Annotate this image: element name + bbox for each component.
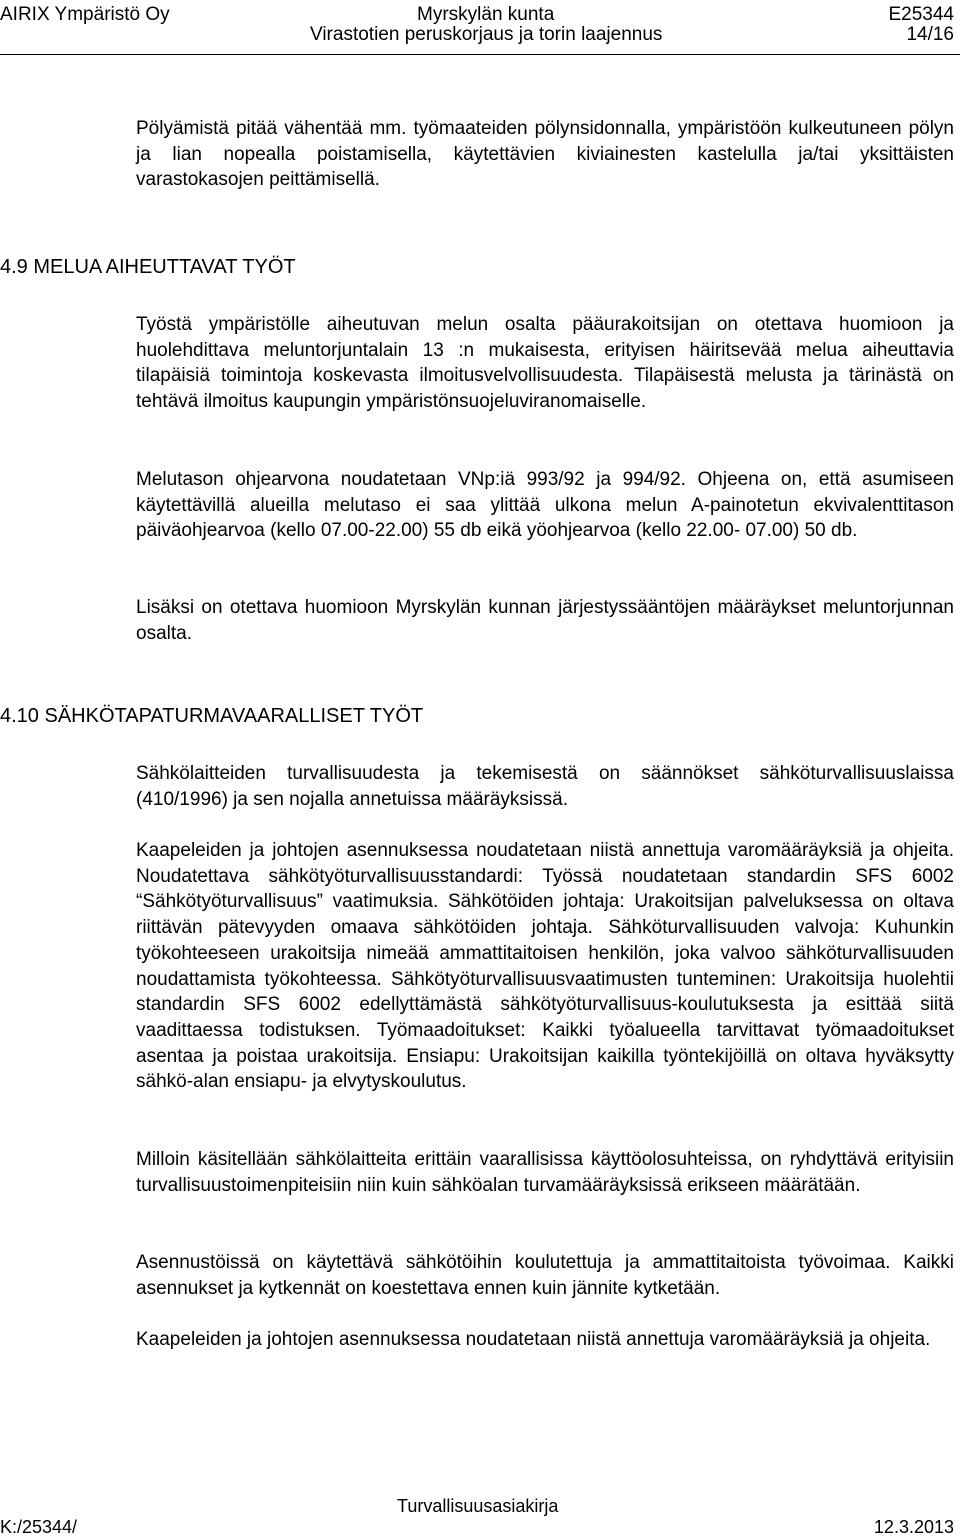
section-4-10-para-4-block [136, 1250, 954, 1301]
section-heading-4-9: 4.9 MELUA AIHEUTTAVAT TYÖT [0, 256, 296, 278]
header-company: AIRIX Ympäristö Oy [0, 4, 170, 25]
section-4-10-paragraph: Milloin käsitellään sähkölaitteita erittäin vaarallisissa käyttöolosuhteissa, on ryhdyttävä erityisiin turvallisuustoimenpiteisiin niin kuin sähköalan turvamääräyksissä erikseen määrätään. [136, 1149, 954, 1196]
header-project-code: E25344 [888, 4, 954, 25]
section-4-10-paragraph: Kaapeleiden ja johtojen asennuksessa noudatetaan niistä annettuja varomääräyksiä ja ohjeita. [136, 1329, 931, 1350]
header-project-name: Virastotien peruskorjaus ja torin laajennus [310, 24, 663, 45]
header-row-2 [0, 23, 960, 47]
section-4-9-para-2-block [136, 467, 954, 544]
footer-doc-type: Turvallisuusasiakirja [397, 1496, 559, 1516]
section-4-10-para-2-block [136, 838, 954, 1095]
section-4-9-paragraph: Melutason ohjearvona noudatetaan VNp:iä 993/92 ja 994/92. Ohjeena on, että asumiseen käytettävillä alueilla melutaso ei saa ylittää ulkona melun A-painotetun ekvivalenttitason päiväohjearvoa (kello 07.00-22.00) 55 db eikä yöohjearvoa (kello 22.00- 07.00) 50 db. [136, 469, 954, 542]
header-rule [0, 54, 960, 55]
page-footer [0, 1494, 960, 1538]
intro-block [136, 116, 954, 193]
footer-date: 12.3.2013 [873, 1517, 954, 1537]
section-4-10-para-1-block [136, 761, 954, 812]
intro-paragraph: Pölyämistä pitää vähentää mm. työmaateiden pölynsidonnalla, ympäristöön kulkeutuneen pölyn ja lian nopealla poistamisella, käytettävien kiviainesten kastelulla ja/tai yksittäisten varastokasojen peittämisellä. [136, 118, 954, 191]
section-4-10-para-3-block [136, 1147, 954, 1198]
section-4-10-paragraph: Kaapeleiden ja johtojen asennuksessa noudatetaan niistä annettuja varomääräyksiä ja ohjeita. Noudatettava sähkötyöturvallisuusstandardi: Työssä noudatetaan standardin SFS 6002 “Sähkötyöturvallisuus” vaatimuksia. Sähkötöiden johtaja: Urakoitsijan palveluksessa on oltava riittävän pätevyyden omaava sähkötöiden johtaja. Sähköturvallisuuden valvoja: Kuhunkin työkohteeseen urakoitsija nimeää ammattitaitoisen henkilön, joka valvoo sähköturvallisuuden noudattamista työkohteessa. Sähkötyöturvallisuusvaatimusten tunteminen: Urakoitsija huolehtii standardin SFS 6002 edellyttämästä sähkötyöturvallisuus-koulutuksesta ja esittää siitä vaadittaessa todistuksen. Työmaadoitukset: Kaikki työalueella tarvittavat työmaadoitukset asentaa ja poistaa urakoitsija. Ensiapu: Urakoitsijan kaikilla työntekijöillä on oltava hyväksytty sähkö-alan ensiapu- ja elvytyskoulutus. [136, 840, 954, 1093]
section-4-10-paragraph: Asennustöissä on käytettävä sähkötöihin koulutettuja ja ammattitaitoista työvoimaa. Kaikki asennukset ja kytkennät on koestettava ennen kuin jännite kytketään. [136, 1252, 954, 1299]
header-client: Myrskylän kunta [417, 4, 555, 25]
section-4-9-para-3-block [136, 595, 954, 646]
header-page-number: 14/16 [906, 24, 954, 45]
section-4-10-paragraph: Sähkölaitteiden turvallisuudesta ja tekemisestä on säännökset sähköturvallisuuslaissa (410/1996) ja sen nojalla annetuissa määräyksissä. [136, 763, 954, 810]
section-heading-4-10: 4.10 SÄHKÖTAPATURMAVAARALLISET TYÖT [0, 705, 424, 727]
section-4-9-para-1-block [136, 312, 954, 415]
section-4-9-paragraph: Työstä ympäristölle aiheutuvan melun osalta pääurakoitsijan on otettava huomioon ja huolehdittava meluntorjuntalain 13 :n mukaisesta, erityisen häiritsevää melua aiheuttavia tilapäisiä toimintoja koskevasta ilmoitusvelvollisuudesta. Tilapäisestä melusta ja tärinästä on tehtävä ilmoitus kaupungin ympäristönsuojeluviranomaiselle. [136, 314, 954, 413]
footer-file-ref: K:/25344/ [0, 1517, 78, 1537]
section-4-9-paragraph: Lisäksi on otettava huomioon Myrskylän kunnan järjestyssääntöjen määräykset meluntorjunnan osalta. [136, 597, 954, 644]
section-4-10-para-5-block [136, 1327, 954, 1353]
page-header [0, 0, 960, 56]
